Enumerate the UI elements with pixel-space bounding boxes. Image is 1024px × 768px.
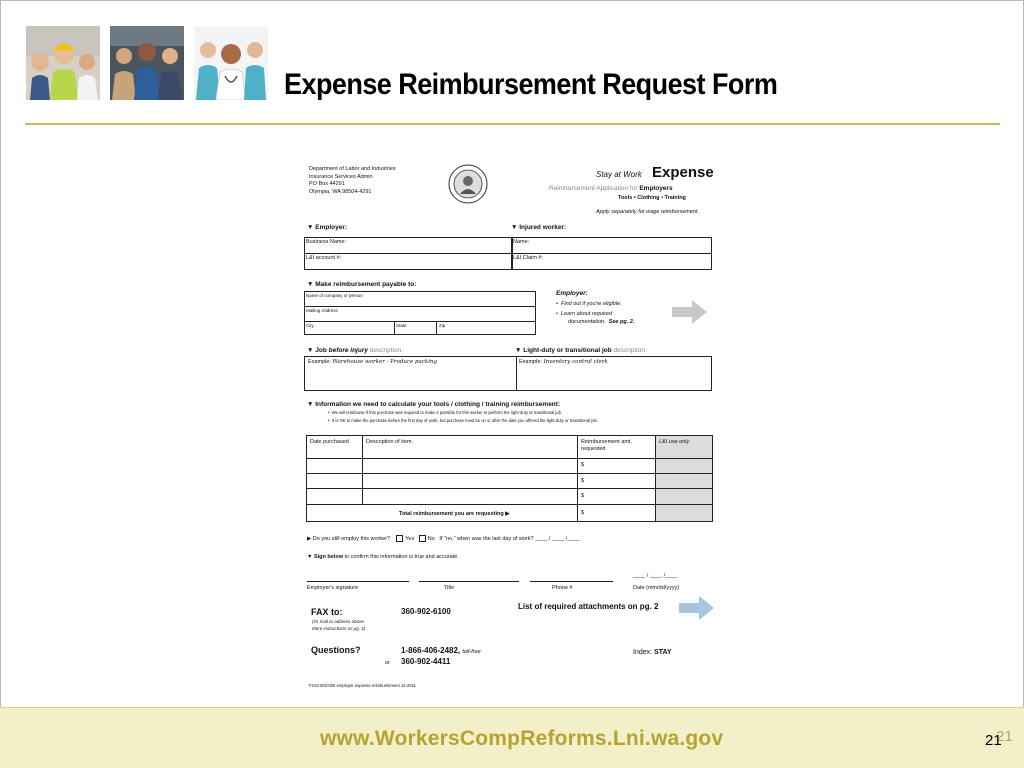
table-header-li-use: L&I use only (659, 439, 690, 445)
info-bullet-2: • It is OK to make the purchase before the first day of work, but purchase must be on or after the date you offered the light-duty or transitional job. (328, 418, 599, 423)
date-blank: ____ / ____ /____ (633, 573, 678, 579)
table-col-rule (577, 435, 578, 522)
questions-number-1-text: 1-866-406-2482, (401, 646, 461, 655)
employer-note-1: • Find out if you're eligible. (556, 301, 622, 307)
employer-note-2: • Learn about required (556, 311, 613, 317)
subheading (549, 185, 673, 192)
worker-name-field (511, 237, 712, 254)
agency-line: Olympia, WA 98504-4291 (309, 188, 372, 195)
worker-label: ▼ Injured worker: (511, 224, 567, 231)
table-row-rule (306, 473, 713, 474)
table-col-rule (655, 435, 656, 522)
company-name-label: Name of company or person (306, 293, 363, 298)
subheading-bold: Employers (639, 185, 673, 192)
total-label: Total reimbursement you are requesting ▶ (399, 511, 510, 517)
info-bullet-1: • We will reimburse if this purchase was required to make it possible for this worker to perform the light-duty or transitional job. (328, 410, 563, 415)
questions-number-1 (401, 646, 481, 655)
title-label: Title (444, 585, 455, 591)
fax-label: FAX to: (311, 607, 343, 617)
no-label: No (427, 535, 435, 542)
questions-number-2: 360-902-4411 (401, 657, 451, 666)
employ-question-text: ▶ Do you still employ this worker? (307, 535, 391, 542)
page-number-ghost: 21 (996, 728, 1013, 745)
state-seal-icon (448, 164, 488, 204)
info-label: ▼ Information we need to calculate your tools / clothing / training reimbursement: (307, 401, 561, 408)
light-duty-suffix: description: (613, 347, 647, 354)
fax-note-1: (Or mail to address above. (312, 619, 366, 624)
li-claim-label: L&I Claim #: (513, 255, 543, 261)
sign-label (307, 554, 459, 560)
table-col-rule (362, 435, 363, 504)
table-row-rule (306, 488, 713, 489)
job-before-suffix: description: (369, 347, 404, 354)
example-before (308, 359, 437, 365)
employer-note-2b (568, 319, 634, 325)
example-label: Example: (308, 359, 331, 365)
worker-name-label: Name: (513, 239, 530, 245)
title-divider (25, 123, 1000, 125)
arrow-right-icon (672, 299, 708, 325)
example-label: Example: (519, 359, 542, 365)
sign-label-bold: ▼ Sign below (307, 554, 343, 560)
workers-photo-1 (26, 26, 100, 100)
phone-label: Phone # (552, 585, 573, 591)
example-light-text: Inventory control clerk (543, 359, 608, 365)
yes-label: Yes (405, 535, 415, 542)
table-header-amount: Reimbursement amt. requested (581, 439, 633, 452)
if-no-text: If "no," when was the last day of work? ____ / ____ /____ (439, 535, 580, 542)
attachments-note: List of required attachments on pg. 2 (518, 602, 659, 611)
subheading-items: Tools • Clothing • Training (618, 195, 686, 201)
fax-number: 360-902-6100 (401, 607, 451, 616)
mailing-address-field (304, 306, 536, 322)
agency-line: Insurance Services Admin (309, 173, 373, 180)
expense-form-image (300, 158, 720, 696)
dollar-sign: $ (581, 462, 585, 468)
employer-note-2a-text: Learn about required (560, 311, 613, 317)
title-line (419, 581, 519, 582)
footer-url-link[interactable]: www.WorkersCompReforms.Lni.wa.gov (320, 727, 724, 750)
apply-note: Apply separately for wage reimbursement. (596, 209, 700, 215)
job-before-label (307, 347, 403, 354)
example-light (519, 359, 608, 365)
city-label: City (306, 323, 314, 328)
zip-field (436, 321, 536, 335)
subheading-prefix: Reimbursement Application for (549, 185, 638, 192)
arrow-right-icon (679, 595, 715, 621)
page-number: 21 (985, 732, 1002, 749)
dollar-sign: $ (581, 493, 585, 499)
payable-label: ▼ Make reimbursement payable to: (307, 281, 417, 288)
business-name-label: Business Name: (306, 239, 347, 245)
employer-label: ▼ Employer: (307, 224, 348, 231)
workers-photo-3 (194, 26, 268, 100)
heading-small: Stay at Work (596, 170, 642, 179)
employer-note-2c-text: See pg. 2. (608, 319, 635, 325)
li-use-column (655, 436, 712, 521)
or-label: or (385, 660, 390, 666)
table-header-description: Description of item (366, 439, 412, 445)
employer-note-1-text: Find out if you're eligible. (560, 301, 622, 307)
agency-line: Department of Labor and Industries (309, 166, 396, 172)
mailing-address-label: Mailing Address (306, 308, 338, 313)
light-duty-label (515, 347, 647, 354)
employ-question (307, 535, 579, 542)
job-before-prefix: ▼ Job (307, 347, 327, 354)
dollar-sign: $ (581, 478, 585, 484)
index-value: STAY (654, 649, 672, 656)
fax-note-2: More instructions on pg. 2) (312, 626, 366, 631)
sign-label-rest: to confirm this information is true and accurate. (344, 554, 459, 560)
index-label-text: Index: (633, 649, 653, 656)
employer-note-title: Employer: (556, 290, 588, 297)
signature-label: Employer's signature (307, 585, 359, 591)
employer-note-2b-text: documentation. (568, 319, 606, 325)
agency-address (309, 166, 396, 196)
yes-checkbox (396, 535, 403, 542)
table-row-rule (306, 504, 713, 505)
city-field (304, 321, 395, 335)
example-before-text: Warehouse worker - Produce packing (332, 359, 438, 365)
workers-photo-2 (110, 26, 184, 100)
agency-line: PO Box 44291 (309, 181, 345, 187)
form-id: F243-003-000 employer expense reimbursement 12-2011 (309, 683, 416, 688)
toll-free-label: toll-free (462, 649, 481, 655)
job-before-italic: before injury (328, 347, 368, 354)
table-header-date: Date purchased (310, 439, 349, 445)
questions-label: Questions? (311, 645, 361, 655)
signature-line (307, 581, 409, 582)
info-bullet-1-text: We will reimburse if this purchase was required to make it possible for this worker to perform the light-duty or transitional job. (331, 410, 563, 415)
slide-title: Expense Reimbursement Request Form (284, 68, 778, 101)
li-account-label: L&I account #: (306, 255, 342, 261)
date-label: Date (mm/dd/yyyy) (633, 585, 680, 591)
phone-line (530, 581, 613, 582)
light-duty-label-text: ▼ Light-duty or transitional job (515, 347, 612, 354)
state-label: State (396, 323, 407, 328)
info-bullet-2-text: It is OK to make the purchase before the first day of work, but purchase must be on or after the date you offered the light-duty or transitional job. (331, 418, 599, 423)
no-checkbox (419, 535, 426, 542)
heading-big: Expense (652, 164, 714, 181)
zip-label: Zip (439, 323, 446, 328)
dollar-sign: $ (581, 510, 585, 516)
index-label (633, 649, 672, 656)
table-header-rule (306, 458, 713, 459)
